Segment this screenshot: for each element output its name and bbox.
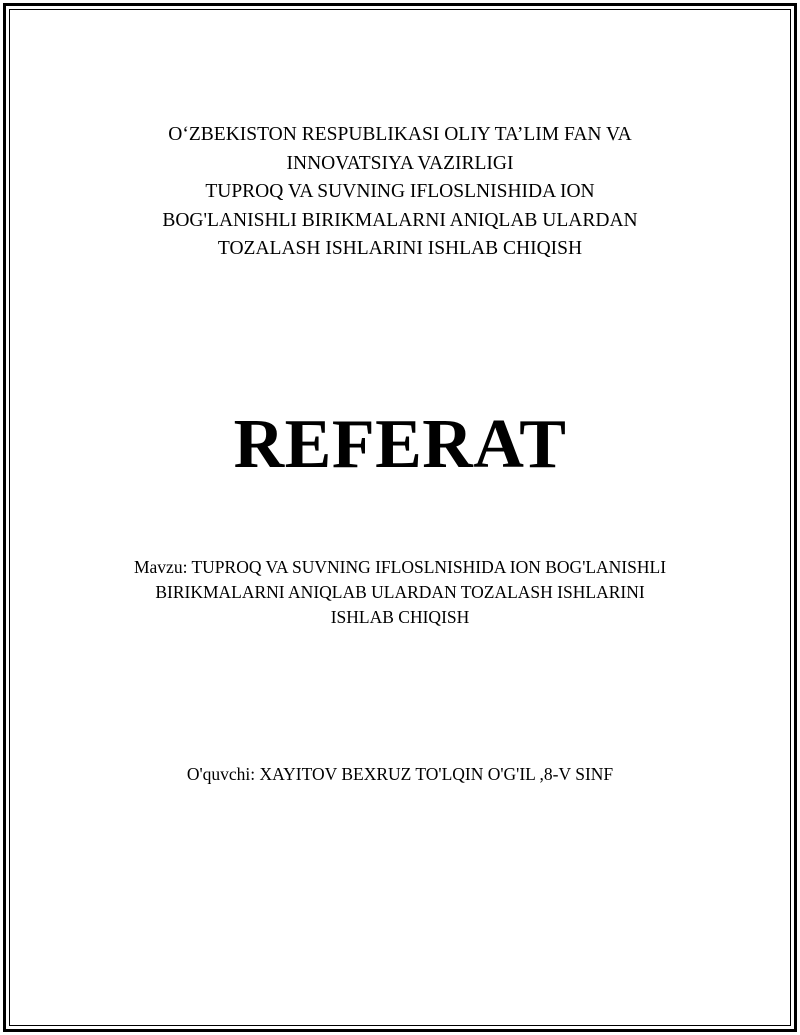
topic-line-3: ISHLAB CHIQISH <box>330 607 470 627</box>
header-line-4: BOG'LANISHLI BIRIKMALARNI ANIQLAB ULARDAN <box>162 209 638 231</box>
header-line-2: INNOVATSIYA VAZIRLIGI <box>286 152 514 174</box>
ministry-header <box>0 121 800 264</box>
topic-line-2: BIRIKMALARNI ANIQLAB ULARDAN TOZALASH ISHLARINI <box>155 582 645 602</box>
header-line-1: O‘ZBEKISTON RESPUBLIKASI OLIY TA’LIM FAN VA <box>168 124 632 145</box>
topic-section <box>0 555 800 630</box>
document-title: REFERAT <box>233 406 567 483</box>
topic-line-1: Mavzu: TUPROQ VA SUVNING IFLOSLNISHIDA ION BOG'LANISHLI <box>133 557 667 577</box>
header-line-3: TUPROQ VA SUVNING IFLOSLNISHIDA ION <box>205 181 595 202</box>
student-info: O'quvchi: XAYITOV BEXRUZ TO'LQIN O'G'IL ,8-V SINF <box>186 764 614 784</box>
header-line-5: TOZALASH ISHLARINI ISHLAB CHIQISH <box>217 238 583 259</box>
